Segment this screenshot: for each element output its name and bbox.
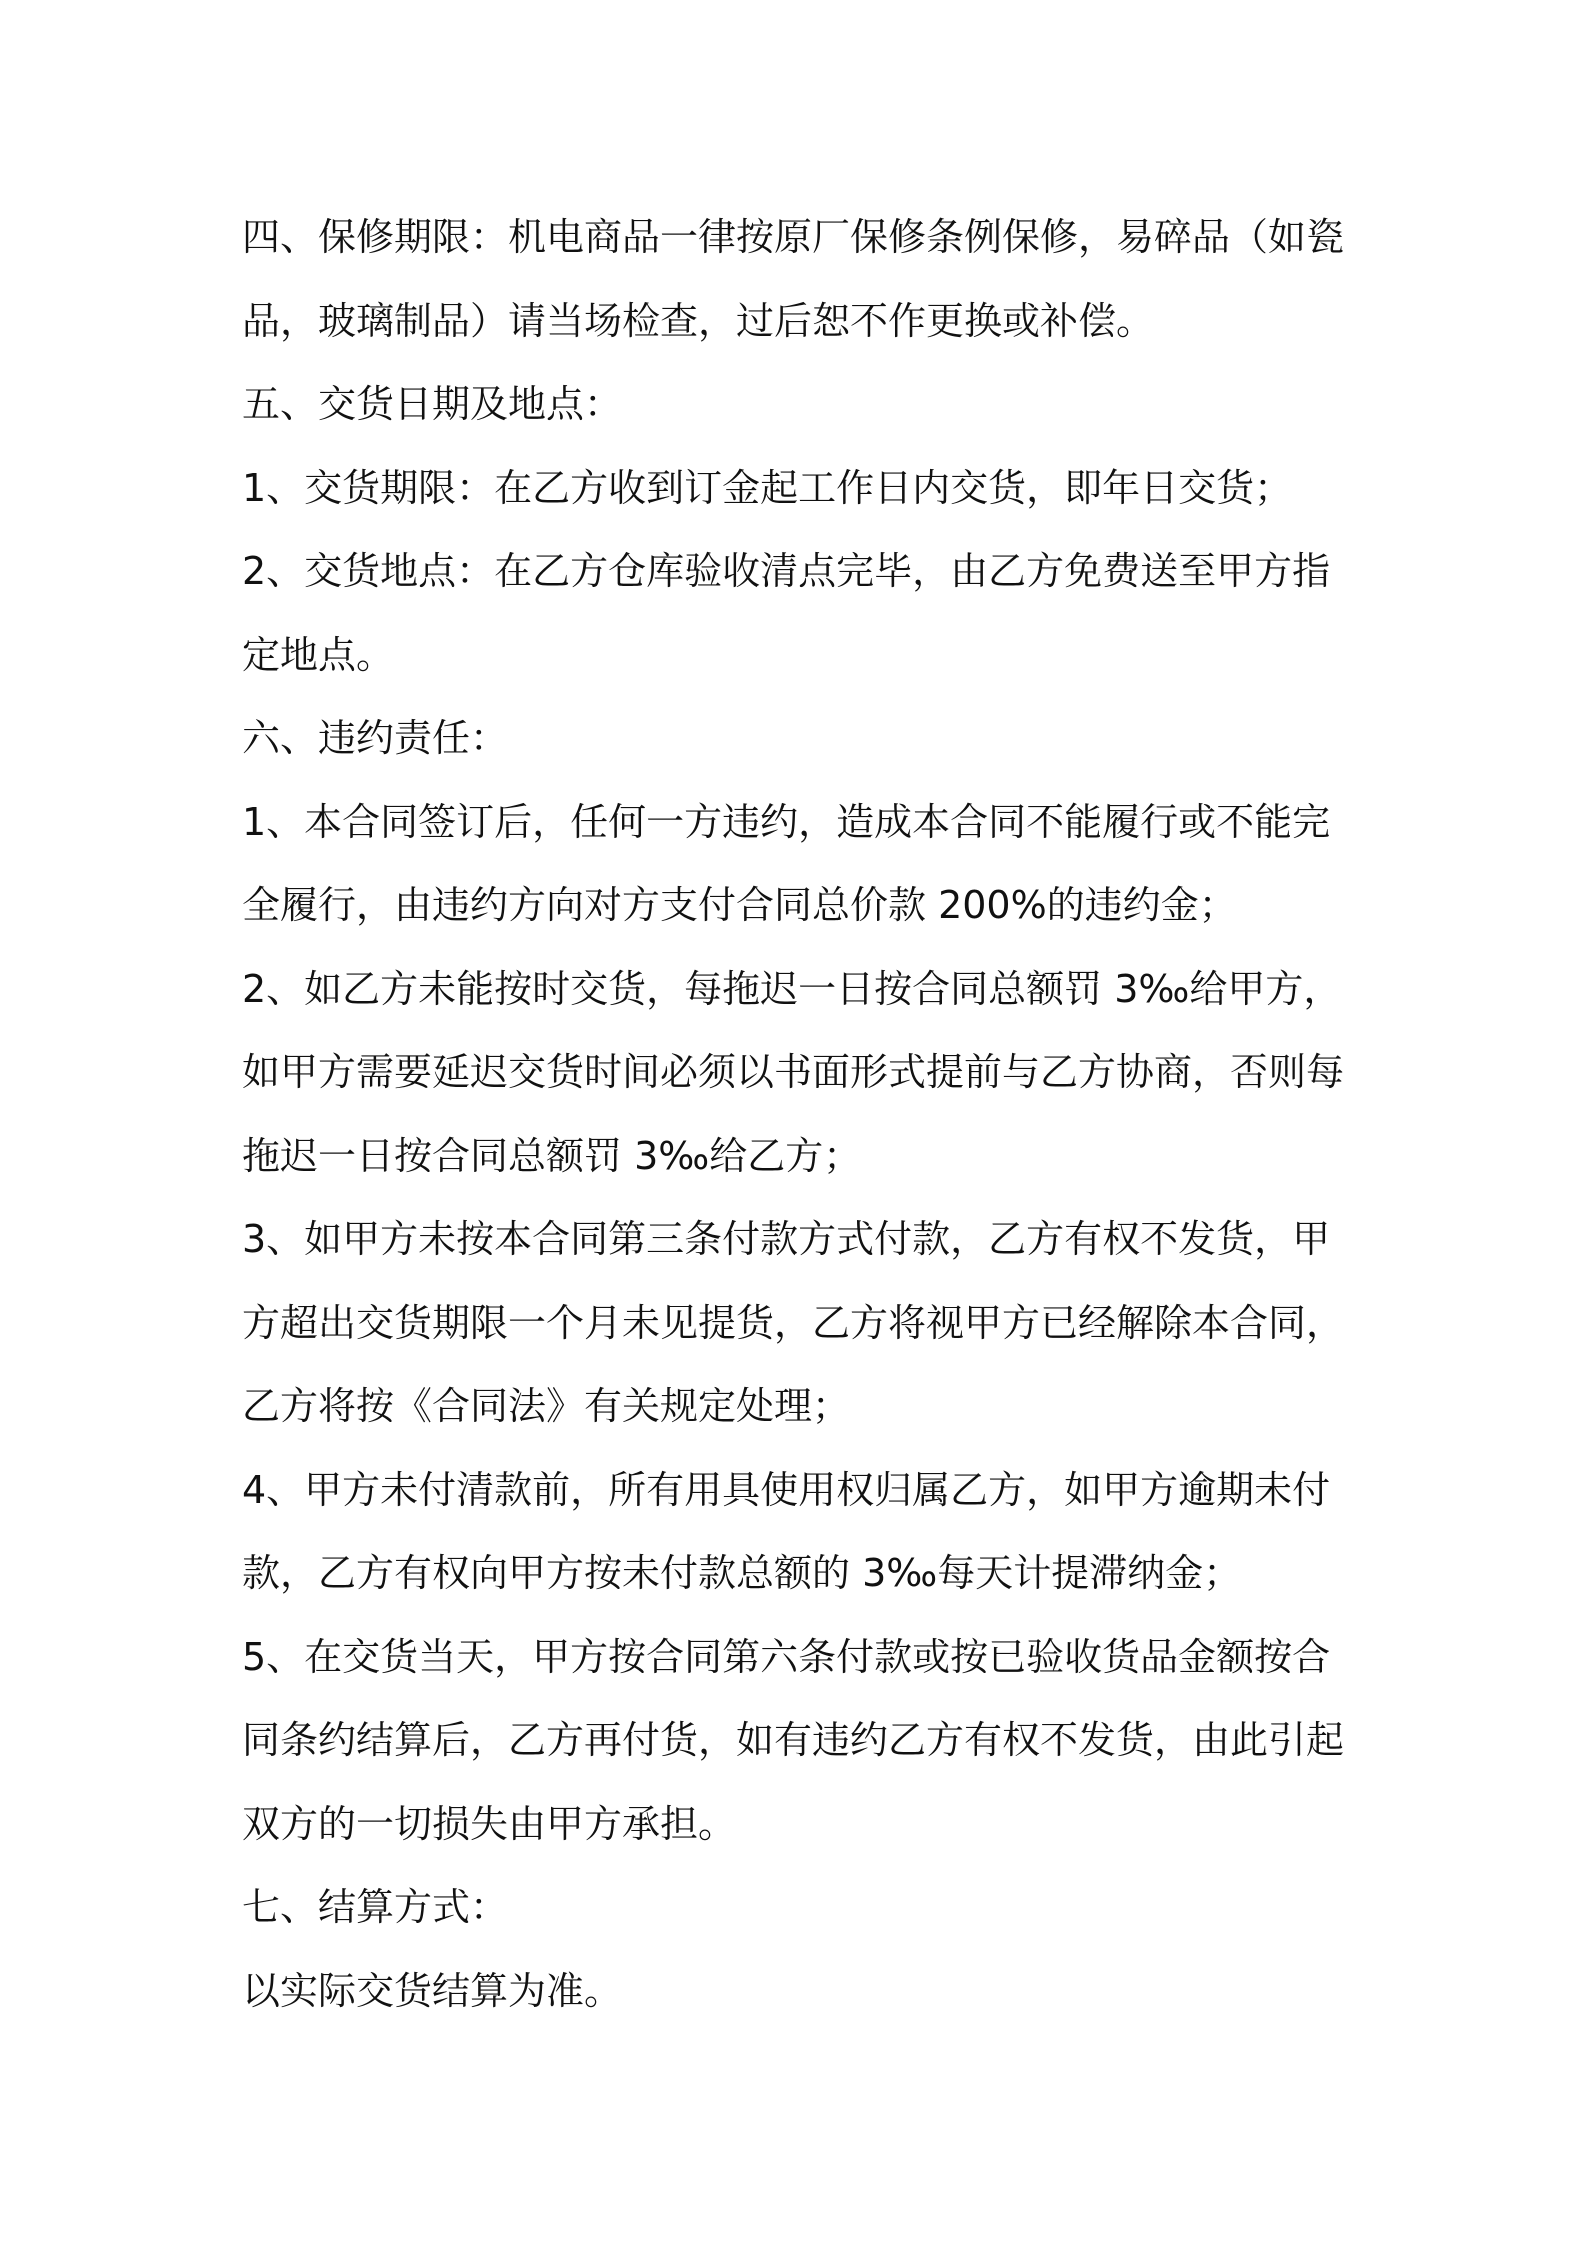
clause-liability-1: 1、本合同签订后，任何一方违约，造成本合同不能履行或不能完全履行，由违约方向对方支付合同总价款 200%的违约金； bbox=[242, 799, 1331, 927]
clause-delivery-location: 2、交货地点：在乙方仓库验收清点完毕，由乙方免费送至甲方指定地点。 bbox=[242, 549, 1331, 677]
clause-warranty-period: 四、保修期限：机电商品一律按原厂保修条例保修，易碎品（如瓷品，玻璃制品）请当场检查，过后恕不作更换或补偿。 bbox=[242, 215, 1345, 343]
document-body bbox=[242, 196, 1362, 2033]
clause-settlement: 以实际交货结算为准。 bbox=[242, 1968, 623, 2013]
clause-liability-4: 4、甲方未付清款前，所有用具使用权归属乙方，如甲方逾期未付款，乙方有权向甲方按未付款总额的 3‰每天计提滞纳金； bbox=[242, 1467, 1331, 1595]
clause-liability-2: 2、如乙方未能按时交货，每拖迟一日按合同总额罚 3‰给甲方，如甲方需要延迟交货时间必须以书面形式提前与乙方协商，否则每拖迟一日按合同总额罚 3‰给乙方； bbox=[242, 966, 1345, 1178]
clause-liability-3: 3、如甲方未按本合同第三条付款方式付款，乙方有权不发货，甲方超出交货期限一个月未见提货，乙方将视甲方已经解除本合同，乙方将按《合同法》有关规定处理； bbox=[242, 1217, 1345, 1428]
section-delivery-heading: 五、交货日期及地点： bbox=[242, 382, 623, 426]
section-settlement-heading: 七、结算方式： bbox=[242, 1885, 509, 1929]
clause-liability-5: 5、在交货当天，甲方按合同第六条付款或按已验收货品金额按合同条约结算后，乙方再付货，如有违约乙方有权不发货，由此引起双方的一切损失由甲方承担。 bbox=[242, 1634, 1345, 1846]
clause-delivery-deadline: 1、交货期限：在乙方收到订金起工作日内交货，即年日交货； bbox=[242, 465, 1293, 510]
section-liability-heading: 六、违约责任： bbox=[242, 716, 509, 760]
